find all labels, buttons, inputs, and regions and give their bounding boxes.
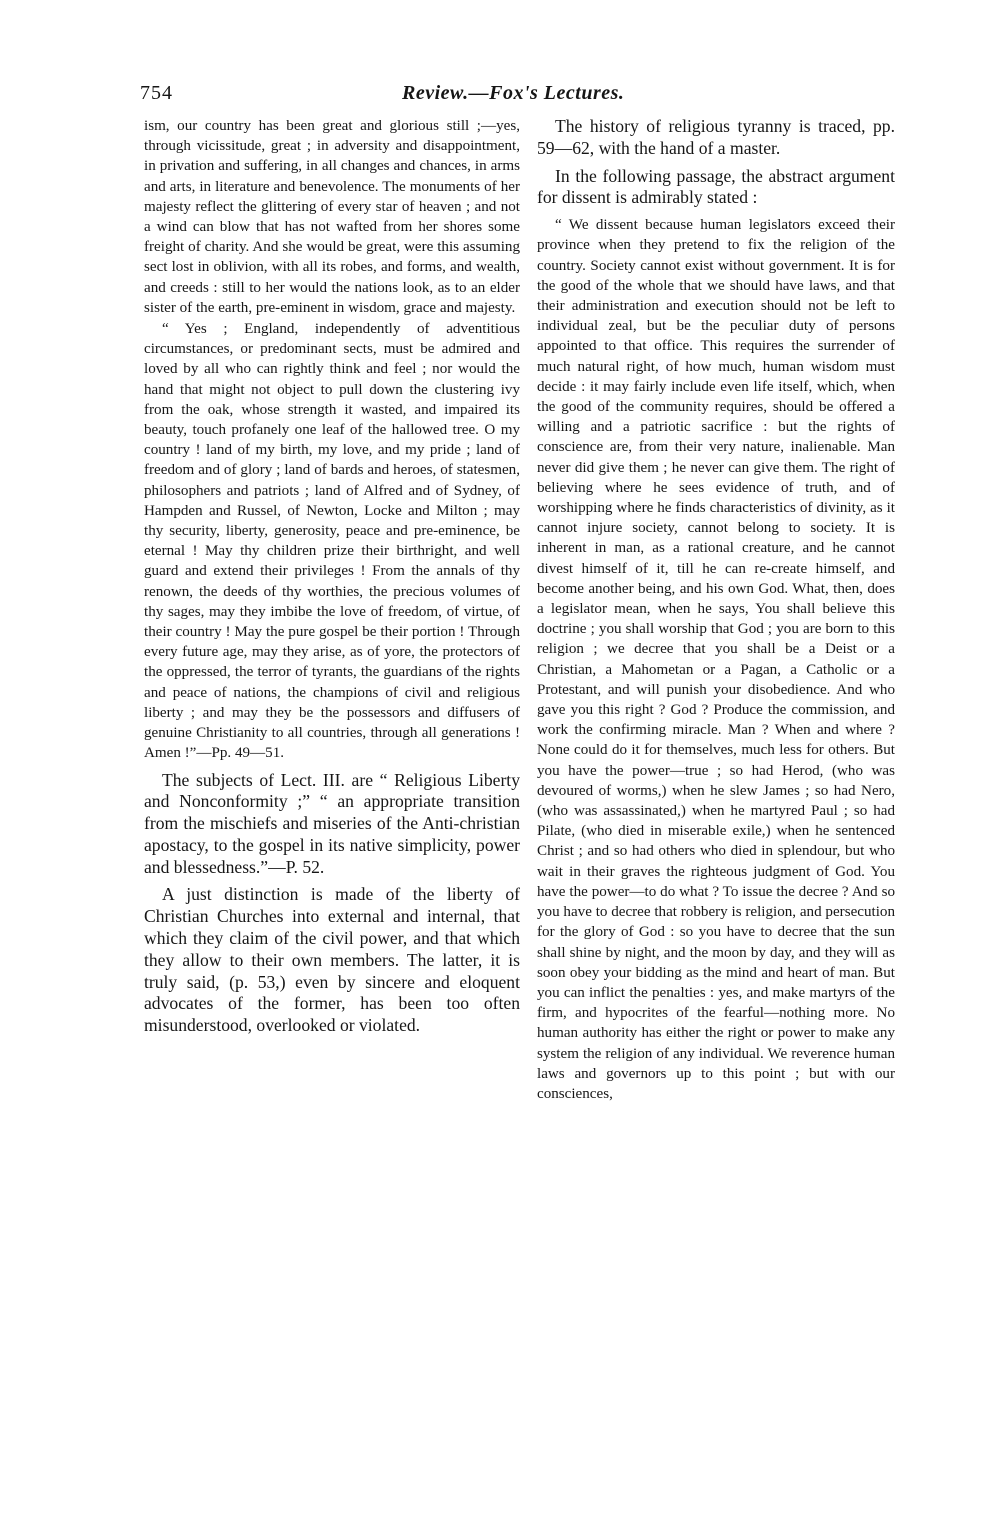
paragraph-quote-we-dissent: “ We dissent because human legislators exceed their province when they pretend to fix the religion of the country. Society cannot exist without government. It is for the good of the whole that we should have laws, and that their administration and execution should not be left to individual zeal, but be the peculiar duty of persons appointed to that office. This requires the surrender of much natural right, of how much, human wisdom must decide : it may fairly include even life itself, which, when the good of the community requires, should be offered a willing and a patriotic sacrifice : but the rights of conscience are, from their very nature, inalienable. Man never did give them ; he never can give them. The right of believing where he sees evidence of truth, and of worshipping where he finds characteristics of divinity, as it cannot injure society, cannot belong to society. It is inherent in man, as a rational creature, and he cannot divest himself of it, till he can re-create himself, and become another being, and his own God. What, then, does a legislator mean, when he says, You shall believe this doctrine ; you shall worship that God ; you are born to this religion ; we decree that you shall be a Deist or a Christian, a Mahometan or a Pagan, a Catholic or a Protestant, and will punish your disobedience. And who gave you this right ? God ? Produce the commission, and work the confirming miracle. Man ? When and where ? None could do it for themselves, much less for others. But you have the power—true ; so had Herod, (who was devoured of worms,) when he slew James ; so had Nero, (who was assassinated,) when he martyred Paul ; so had Pilate, (who died in miserable exile,) when he sentenced Christ ; and so had others who died in splendour, but who wait in their graves the righteous judgment of God. You have the power—to do what ? To issue the decree ? And so you have to decree that robbery is religion, and persecution for the glory of God : so you have to decree that the sun shall shine by night, and the moon by day, and they will as soon obey your bidding as the mind and heart of man. But you can inflict the penalties : yes, and make martyrs of the firm, and hypocrites of the fearful—nothing more. No human authority has either the right or power to make any system the religion of any individual. We reverence human laws and governors up to this point ; but with our consciences, — [537, 217, 895, 1102]
page-header — [140, 82, 870, 110]
paragraph-quote-continued: ism, our country has been great and glorious still ;—yes, through vicissitude, great ; in adversity and disappointment, in privation and suffering, in all changes and chances, in arms and arts, in literature and benevolence. The monuments of her majesty reflect the glittering of every star of heaven ; and not a wind can blow that has not wafted from her shores some freight of charity. And she would be great, were this assuming sect lost in oblivion, with all its robes, and forms, and wealth, and creeds : still to her would the nations look, as to an elder sister of the earth, pre-eminent in wisdom, grace and majesty. — [144, 118, 520, 316]
paragraph-abstract-argument: In the following passage, the abstract argument for dissent is admirably stated : — [537, 165, 895, 208]
paragraph-quote-yes-england: “ Yes ; England, independently of adventitious circumstances, or predominant sects, must be admired and loved by all who can rightly think and feel ; nor would the hand that might not object to pull down the clustering ivy from the oak, whose strength it wasted, and impaired its beauty, touch profanely one leaf of the hallowed tree. O my country ! land of my birth, my love, and my pride ; land of freedom and of glory ; land of bards and heroes, of statesmen, philosophers and patriots ; land of Alfred and of Sydney, of Hampden and Russel, of Newton, Locke and Milton ; may thy security, liberty, generosity, peace and pre-eminence, be eternal ! May thy children prize their birthright, and well guard and extend their privileges ! From the annals of thy renown, the deeds of thy worthies, the precious volumes of thy sages, may they imbibe the love of freedom, of virtue, of their country ! May the pure gospel be their portion ! Through every future age, may they arise, as of yore, the protectors of the oppressed, the terror of tyrants, the guardians of the rights and peace of nations, the champions of civil and religious liberty ; and may they be the possessors and diffusers of genuine Christianity to all countries, through all generations ! Amen !”—Pp. 49—51. — [144, 321, 520, 762]
paragraph-lecture-three: The subjects of Lect. III. are “ Religious Liberty and Nonconformity ;” “ an appropriate transition from the mischiefs and miseries of the Anti-christian apostacy, to the gospel in its native simplicity, power and blessedness.”—P. 52. — [144, 769, 520, 877]
right-column — [537, 116, 895, 1446]
page-number: 754 — [140, 82, 173, 104]
paragraph-liberty-distinction: A just distinction is made of the liberty of Christian Churches into external and internal, that which they claim of the civil power, and that which they allow to their own members. The latter, it is truly said, (p. 53,) even by sincere and eloquent advocates of the former, has been too often misunderstood, overlooked or violated. — [144, 884, 520, 1036]
paragraph-religious-tyranny: The history of religious tyranny is traced, pp. 59—62, with the hand of a master. — [537, 116, 895, 158]
left-column — [144, 116, 520, 1446]
running-title: Review.—Fox's Lectures. — [402, 82, 625, 104]
